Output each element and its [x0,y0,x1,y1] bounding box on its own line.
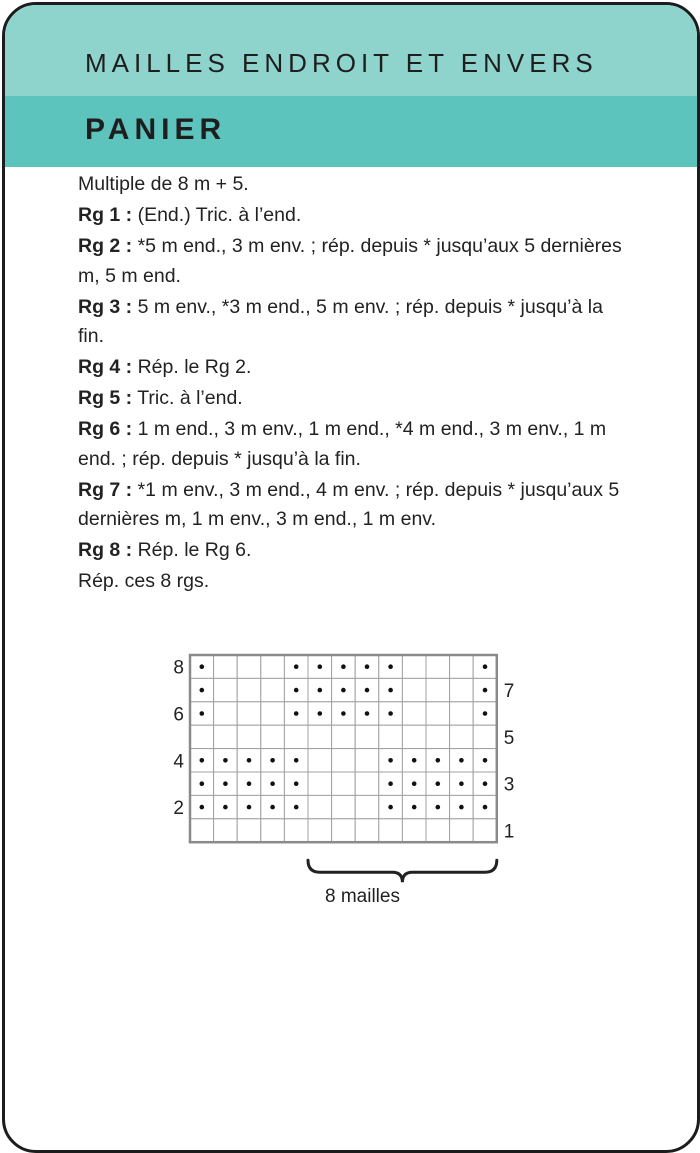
row-number-right: 1 [503,821,515,843]
row-label: Rg 1 : [78,204,133,226]
row-number-right: 5 [503,727,515,749]
row-label: Rg 4 : [78,356,133,378]
row-text: (End.) Tric. à l’end. [132,204,302,226]
row-text: Rép. le Rg 6. [132,539,252,561]
row-label: Rg 5 : [78,387,133,409]
category-title: MAILLES ENDROIT ET ENVERS [85,48,598,78]
row-number-left: 2 [173,798,184,820]
row-text: 1 m end., 3 m env., 1 m end., *4 m end., 3 m env., 1 m end. ; rép. depuis * jusqu’à la fin. [78,418,607,470]
outro-line: Rép. ces 8 rgs. [78,570,210,592]
category-band [5,5,697,96]
row-label: Rg 8 : [78,539,133,561]
row-text: *1 m env., 3 m end., 4 m env. ; rép. depuis * jusqu’aux 5 dernières m, 1 m env., 3 m end., 1 m env. [78,478,620,530]
row-list [78,201,630,566]
instruction-row [78,232,630,291]
instructions [78,170,630,598]
pattern-title: PANIER [85,113,227,146]
row-text: *5 m end., 3 m env. ; rép. depuis * jusqu’aux 5 dernières m, 5 m end. [78,235,622,287]
row-label: Rg 7 : [78,478,133,501]
row-text: 5 m env., *3 m end., 5 m env. ; rép. depuis * jusqu’à la fin. [78,295,603,347]
title-band [5,96,697,167]
row-number-left: 4 [173,751,184,773]
row-label: Rg 6 : [78,418,133,440]
instruction-row [78,415,630,474]
instruction-row [78,293,630,352]
row-text: Rép. le Rg 2. [132,356,252,378]
row-number-left: 8 [173,657,184,679]
row-label: Rg 2 : [78,235,133,257]
repeat-label: 8 mailles [325,886,400,907]
instruction-row [78,384,630,414]
row-label: Rg 3 : [78,295,133,318]
intro-line: Multiple de 8 m + 5. [78,173,249,195]
instruction-row [78,201,630,231]
row-number-right: 3 [503,774,515,796]
instruction-row [78,536,630,566]
instruction-row [78,353,630,383]
row-number-right: 7 [503,681,515,703]
instruction-row [78,476,630,535]
row-number-left: 6 [173,704,184,726]
row-text: Tric. à l’end. [132,387,243,409]
